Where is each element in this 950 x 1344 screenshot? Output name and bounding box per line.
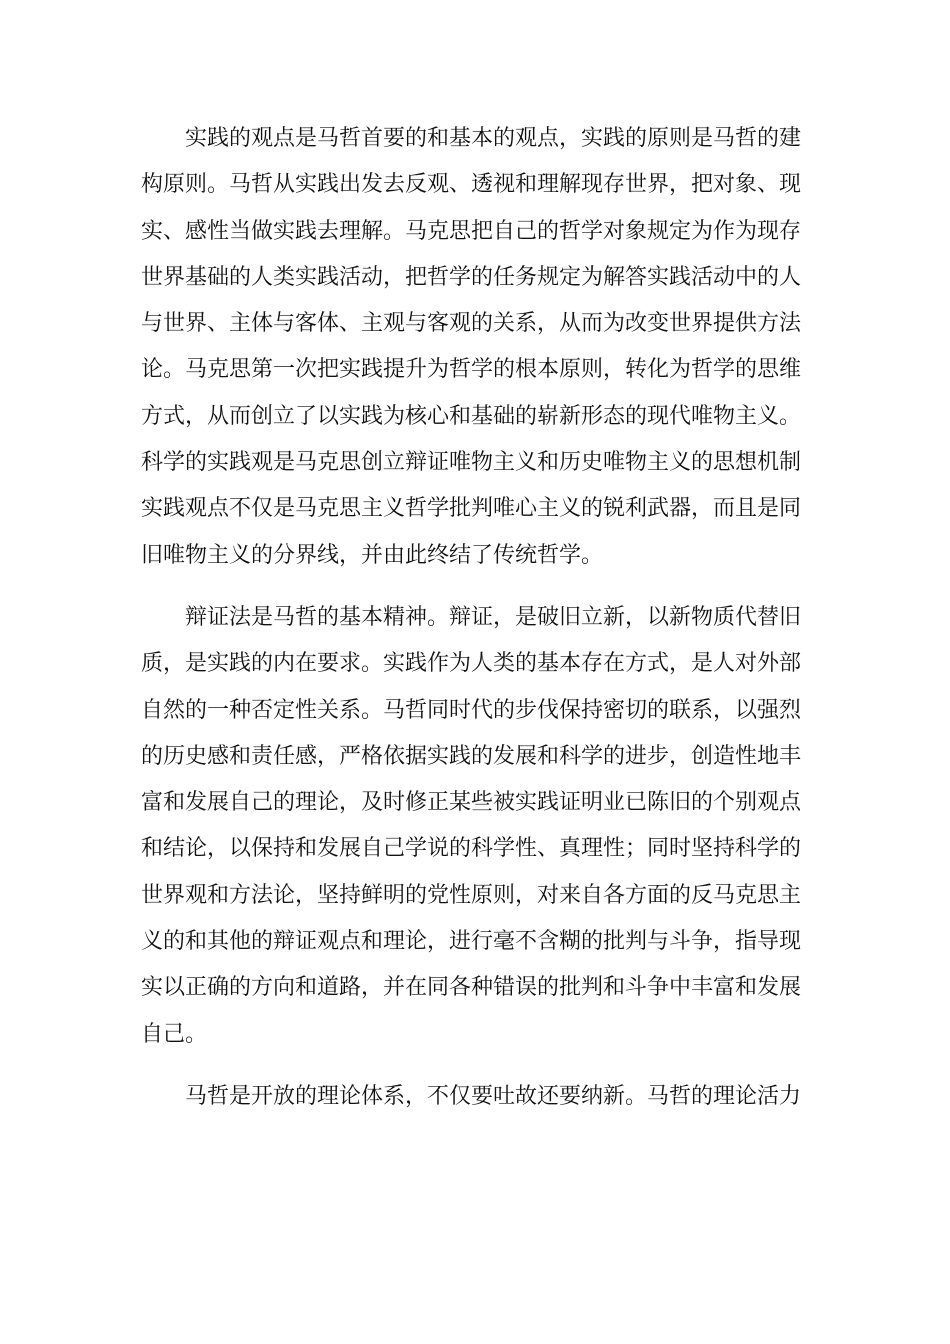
paragraph-line: 义的和其他的辩证观点和理论，进行毫不含糊的批判与斗争，指导现	[141, 929, 802, 955]
paragraph-line: 辩证法是马哲的基本精神。辩证，是破旧立新，以新物质代替旧	[185, 604, 802, 630]
paragraph-line: 旧唯物主义的分界线，并由此终结了传统哲学。	[141, 542, 604, 568]
paragraph-spacer	[141, 1058, 811, 1074]
paragraph-line: 自然的一种否定性关系。马哲同时代的步伐保持密切的联系，以强烈	[141, 697, 802, 723]
paragraph-line: 富和发展自己的理论，及时修正某些被实践证明业已陈旧的个别观点	[141, 790, 802, 816]
paragraph-line: 实以正确的方向和道路，并在同各种错误的批判和斗争中丰富和发展	[141, 975, 802, 1001]
paragraph-dialectics	[141, 595, 811, 1058]
paragraph-line: 与世界、主体与客体、主观与客观的关系，从而为改变世界提供方法	[141, 311, 802, 337]
paragraph-line: 质，是实践的内在要求。实践作为人类的基本存在方式，是人对外部	[141, 651, 802, 677]
paragraph-line: 世界基础的人类实践活动，把哲学的任务规定为解答实践活动中的人	[141, 264, 802, 290]
paragraph-line: 实、感性当做实践去理解。马克思把自己的哲学对象规定为作为现存	[141, 218, 802, 244]
paragraph-line: 自己。	[141, 1021, 208, 1047]
document-body	[141, 116, 811, 1120]
paragraph-line: 马哲是开放的理论体系，不仅要吐故还要纳新。马哲的理论活力	[185, 1083, 802, 1109]
paragraph-line: 构原则。马哲从实践出发去反观、透视和理解现存世界，把对象、现	[141, 172, 802, 198]
paragraph-line: 的历史感和责任感，严格依据实践的发展和科学的进步，创造性地丰	[141, 743, 802, 769]
paragraph-line: 方式，从而创立了以实践为核心和基础的崭新形态的现代唯物主义。	[141, 403, 802, 429]
paragraph-line: 世界观和方法论，坚持鲜明的党性原则，对来自各方面的反马克思主	[141, 882, 802, 908]
paragraph-spacer	[141, 579, 811, 595]
paragraph-line: 论。马克思第一次把实践提升为哲学的根本原则，转化为哲学的思维	[141, 357, 802, 383]
paragraph-line: 实践的观点是马哲首要的和基本的观点，实践的原则是马哲的建	[185, 126, 802, 151]
paragraph-open-system	[141, 1074, 811, 1120]
paragraph-line: 实践观点不仅是马克思主义哲学批判唯心主义的锐利武器，而且是同	[141, 496, 802, 522]
paragraph-practice	[141, 116, 811, 579]
paragraph-line: 科学的实践观是马克思创立辩证唯物主义和历史唯物主义的思想机制	[141, 450, 802, 476]
paragraph-line: 和结论，以保持和发展自己学说的科学性、真理性；同时坚持科学的	[141, 836, 802, 862]
